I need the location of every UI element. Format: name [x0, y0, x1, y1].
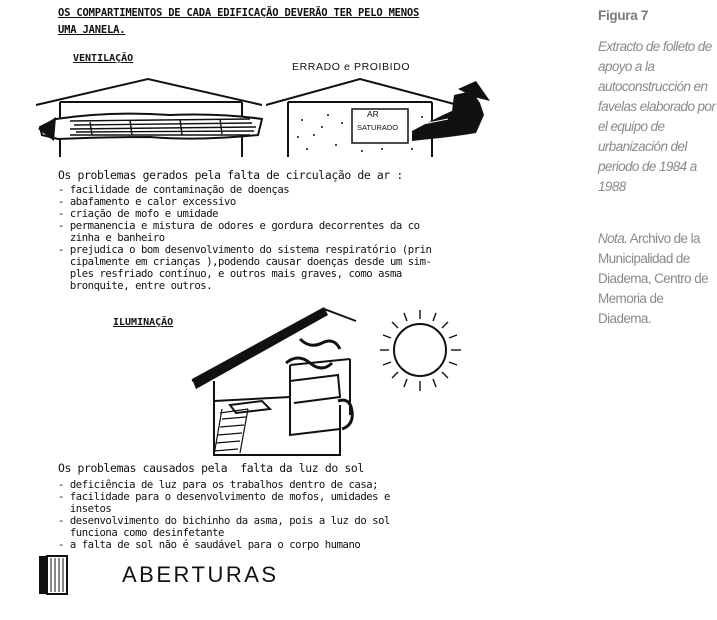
air-label: AR: [367, 109, 379, 119]
ventilacao-item: cipalmente em crianças ),podendo causar doenças desde um sim-: [58, 256, 432, 268]
ventilated-house-illustration: [30, 75, 270, 160]
ventilacao-item: bronquite, entre outros.: [58, 280, 213, 292]
ventilacao-title: VENTILAÇÃO: [73, 53, 134, 64]
iluminacao-item: - desenvolvimento do bichinho da asma, pois a luz do sol: [58, 515, 390, 527]
footer-word: ABERTURAS: [122, 562, 279, 587]
iluminacao-item: - deficiência de luz para os trabalhos dentro de casa;: [58, 479, 379, 491]
note-label: Nota.: [598, 231, 628, 246]
iluminacao-title: ILUMINAÇÃO: [113, 317, 174, 328]
saturated-house-illustration: [262, 75, 497, 160]
heading-line-1: OS COMPARTIMENTOS DE CADA EDIFICAÇÃO DEVERÃO TER PELO MENOS: [58, 7, 420, 19]
iluminacao-intro: Os problemas causados pela falta da luz do sol: [58, 461, 364, 475]
ventilacao-item: - criação de mofo e umidade: [58, 208, 219, 220]
heading-line-2: UMA JANELA.: [58, 24, 126, 36]
ventilacao-item: zinha e banheiro: [58, 232, 165, 244]
iluminacao-item: - a falta de sol não é saudável para o corpo humano: [58, 539, 361, 551]
saturated-label: SATURADO: [357, 123, 399, 132]
ventilacao-item: - prejudica o bom desenvolvimento do sistema respiratório (prin: [58, 244, 432, 256]
note-text: Archivo de la Municipalidad de Diadema, Centro de Memoria de Diadema.: [598, 231, 709, 326]
iluminacao-item: insetos: [58, 503, 112, 515]
ventilacao-intro: Os problemas gerados pela falta de circulação de ar :: [58, 168, 403, 182]
figure-note: [598, 229, 716, 329]
ventilacao-item: - permanencia e mistura de odores e gordura decorrentes da co: [58, 220, 420, 232]
sun-icon: [380, 310, 461, 391]
ventilacao-item: ples resfriado contínuo, e outros mais graves, como asma: [58, 268, 402, 280]
wrong-label: ERRADO e PROIBIDO: [292, 61, 411, 73]
iluminacao-item: - facilidade para o desenvolvimento de mofos, umidades e: [58, 491, 390, 503]
iluminacao-item: funciona como desinfetante: [58, 527, 224, 539]
figure-description: Extracto de folleto de apoyo a la autoconstrucción en favelas elaborado por el equipo de urbanización del periodo de 1984 a 1988: [598, 39, 716, 194]
figure-label: Figura 7: [598, 8, 649, 23]
ventilacao-item: - facilidade de contaminação de doenças: [58, 184, 290, 196]
ventilacao-item: - abafamento e calor excessivo: [58, 196, 236, 208]
window-icon: [37, 554, 71, 596]
sunlit-house-illustration: [190, 305, 490, 460]
